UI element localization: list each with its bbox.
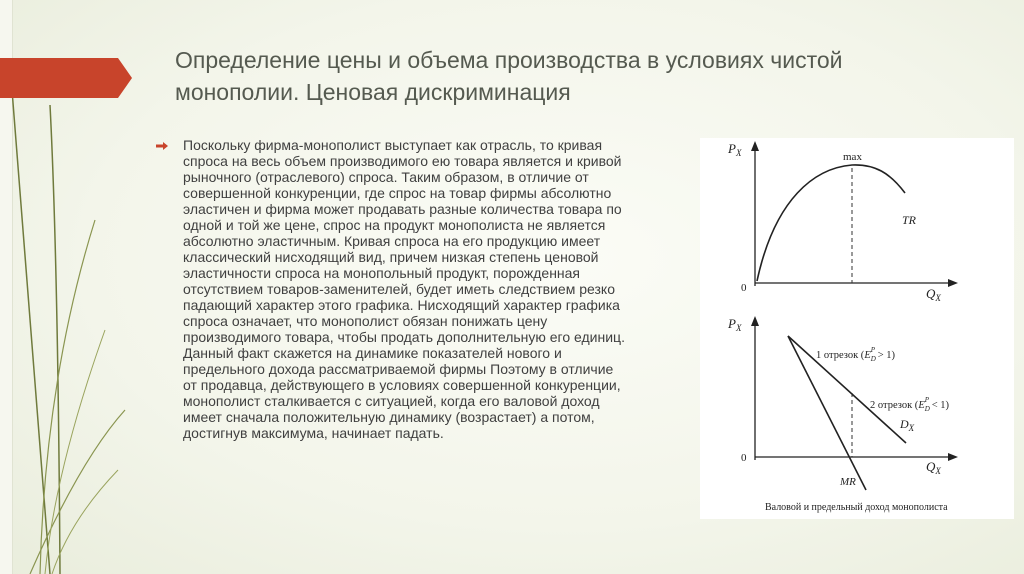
tr-curve <box>757 165 905 281</box>
top-origin-label: 0 <box>741 282 747 294</box>
title-accent-tab <box>0 58 132 98</box>
slide-title: Определение цены и объема производства в условиях чистой монополии. Ценовая дискриминация <box>175 47 843 105</box>
bottom-x-axis-label: $Q_X$ <box>926 459 941 476</box>
top-x-axis-label: $Q_X$ <box>926 286 941 303</box>
tr-graph <box>727 141 958 303</box>
bullet-paragraph: Поскольку фирма-монополист выступает как отрасль, то кривая спроса на весь объем производимого ею товара является и кривой рыночного (отраслевого) спроса. Таким образом, в отличие от совершенной конкуренции, где спрос на товар фирмы абсолютно эластичен и фирма может продавать разные количества товара по одной и той же цене, спрос на продукт монополиста не является абсолютно эластичным. Кривая спроса на его продукцию имеет классический нисходящий вид, причем низкая степень ценовой эластичности спроса на монопольный продукт, порожденная отсутствием товаров-заменителей, будет иметь следствием резко падающий характер этого графика. Нисходящий характер графика спроса означает, что монополист обязан понижать цену производимого товара, чтобы продать дополнительную его единиц. Данный факт скажется на динамике показателей нового и предельного дохода рассматриваемой фирмы Поэтому в отличие от продавца, действующего в условиях совершенной конкуренции, монополист сталкивается с ситуацией, когда его валовой доход имеет сначала положительную динамику (возрастает) а потом, достигнув максимума, начинает падать. <box>183 137 625 441</box>
bottom-y-axis-label: $P_X$ <box>728 316 742 333</box>
mr-label: MR <box>840 476 856 488</box>
mr-demand-graph <box>727 316 958 490</box>
top-y-axis-label: $P_X$ <box>728 141 742 158</box>
max-label: max <box>843 151 862 163</box>
segment-2-label: 2 отрезок $(E_DP < 1)$ <box>870 396 949 413</box>
bottom-origin-label: 0 <box>741 452 747 464</box>
demand-label: $D_X$ <box>900 417 915 433</box>
figure-caption: Валовой и предельный доход монополиста <box>765 502 948 513</box>
revenue-figure <box>700 138 1014 519</box>
segment-1-label: 1 отрезок $(E_DP > 1)$ <box>816 346 895 363</box>
arrow-right-icon <box>156 142 168 150</box>
tr-label: TR <box>902 213 917 227</box>
